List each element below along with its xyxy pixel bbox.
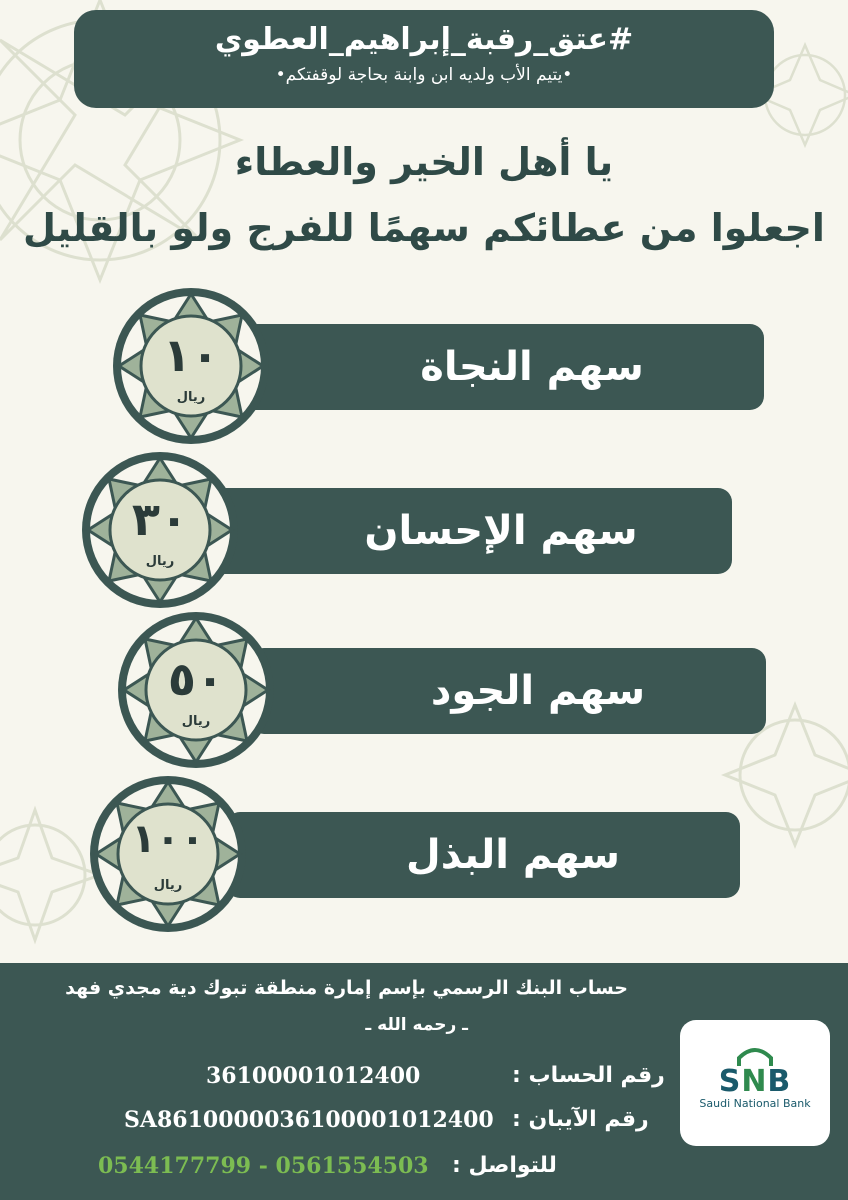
share-label: سهم الإحسان — [364, 508, 638, 554]
contact-label: للتواصل : — [452, 1153, 557, 1178]
snb-letter-s: S — [718, 1064, 742, 1099]
campaign-hashtag: #عتق_رقبة_إبراهيم_العطوي — [214, 22, 634, 57]
campaign-subtitle: •يتيم الأب ولديه ابن وابنة بحاجة لوقفتكم• — [275, 65, 573, 85]
amount-badge-50 — [116, 610, 276, 770]
contact-numbers[interactable]: 0544177799 - 0561554503 — [98, 1153, 429, 1179]
currency-label: ريال — [176, 390, 206, 405]
snb-arch-icon — [737, 1046, 773, 1066]
header-banner — [74, 10, 774, 108]
amount-value: ١٠ — [162, 328, 220, 382]
share-bar-najat[interactable] — [240, 324, 764, 410]
amount-value: ٣٠ — [131, 492, 189, 546]
amount-badge-100 — [88, 774, 248, 934]
share-bar-jood[interactable] — [250, 648, 766, 734]
snb-logo-text — [680, 1064, 830, 1099]
bank-name: Saudi National Bank — [699, 1097, 811, 1110]
amount-value: ٥٠ — [167, 652, 225, 706]
amount-badge-10 — [111, 286, 271, 446]
account-number-label: رقم الحساب : — [512, 1063, 665, 1088]
currency-label: ريال — [181, 714, 211, 729]
snb-letter-n: N — [741, 1064, 768, 1099]
headline-line2: اجعلوا من عطائكم سهمًا للفرج ولو بالقليل — [23, 206, 825, 250]
amount-value: ١٠٠ — [131, 816, 205, 862]
headline-line1: يا أهل الخير والعطاء — [234, 140, 614, 184]
account-number[interactable]: 36100001012400 — [206, 1063, 421, 1089]
share-bar-ihsan[interactable] — [210, 488, 732, 574]
share-bar-bathl[interactable] — [226, 812, 740, 898]
iban-label: رقم الآيبان : — [512, 1107, 649, 1132]
currency-label: ريال — [145, 554, 175, 569]
contact-row — [0, 1153, 848, 1183]
account-title: حساب البنك الرسمي بإسم إمارة منطقة تبوك دية مجدي فهد — [65, 977, 628, 999]
share-label: سهم النجاة — [420, 344, 644, 390]
currency-label: ريال — [153, 878, 183, 893]
share-label: سهم الجود — [430, 668, 646, 714]
snb-logo-card — [680, 1020, 830, 1146]
amount-badge-30 — [80, 450, 240, 610]
snb-letter-b: B — [767, 1064, 792, 1099]
share-label: سهم البذل — [406, 832, 620, 878]
rahimahu-allah: ـ رحمه الله ـ — [365, 1015, 468, 1035]
iban-number[interactable]: SA8610000036100001012400 — [124, 1107, 494, 1133]
